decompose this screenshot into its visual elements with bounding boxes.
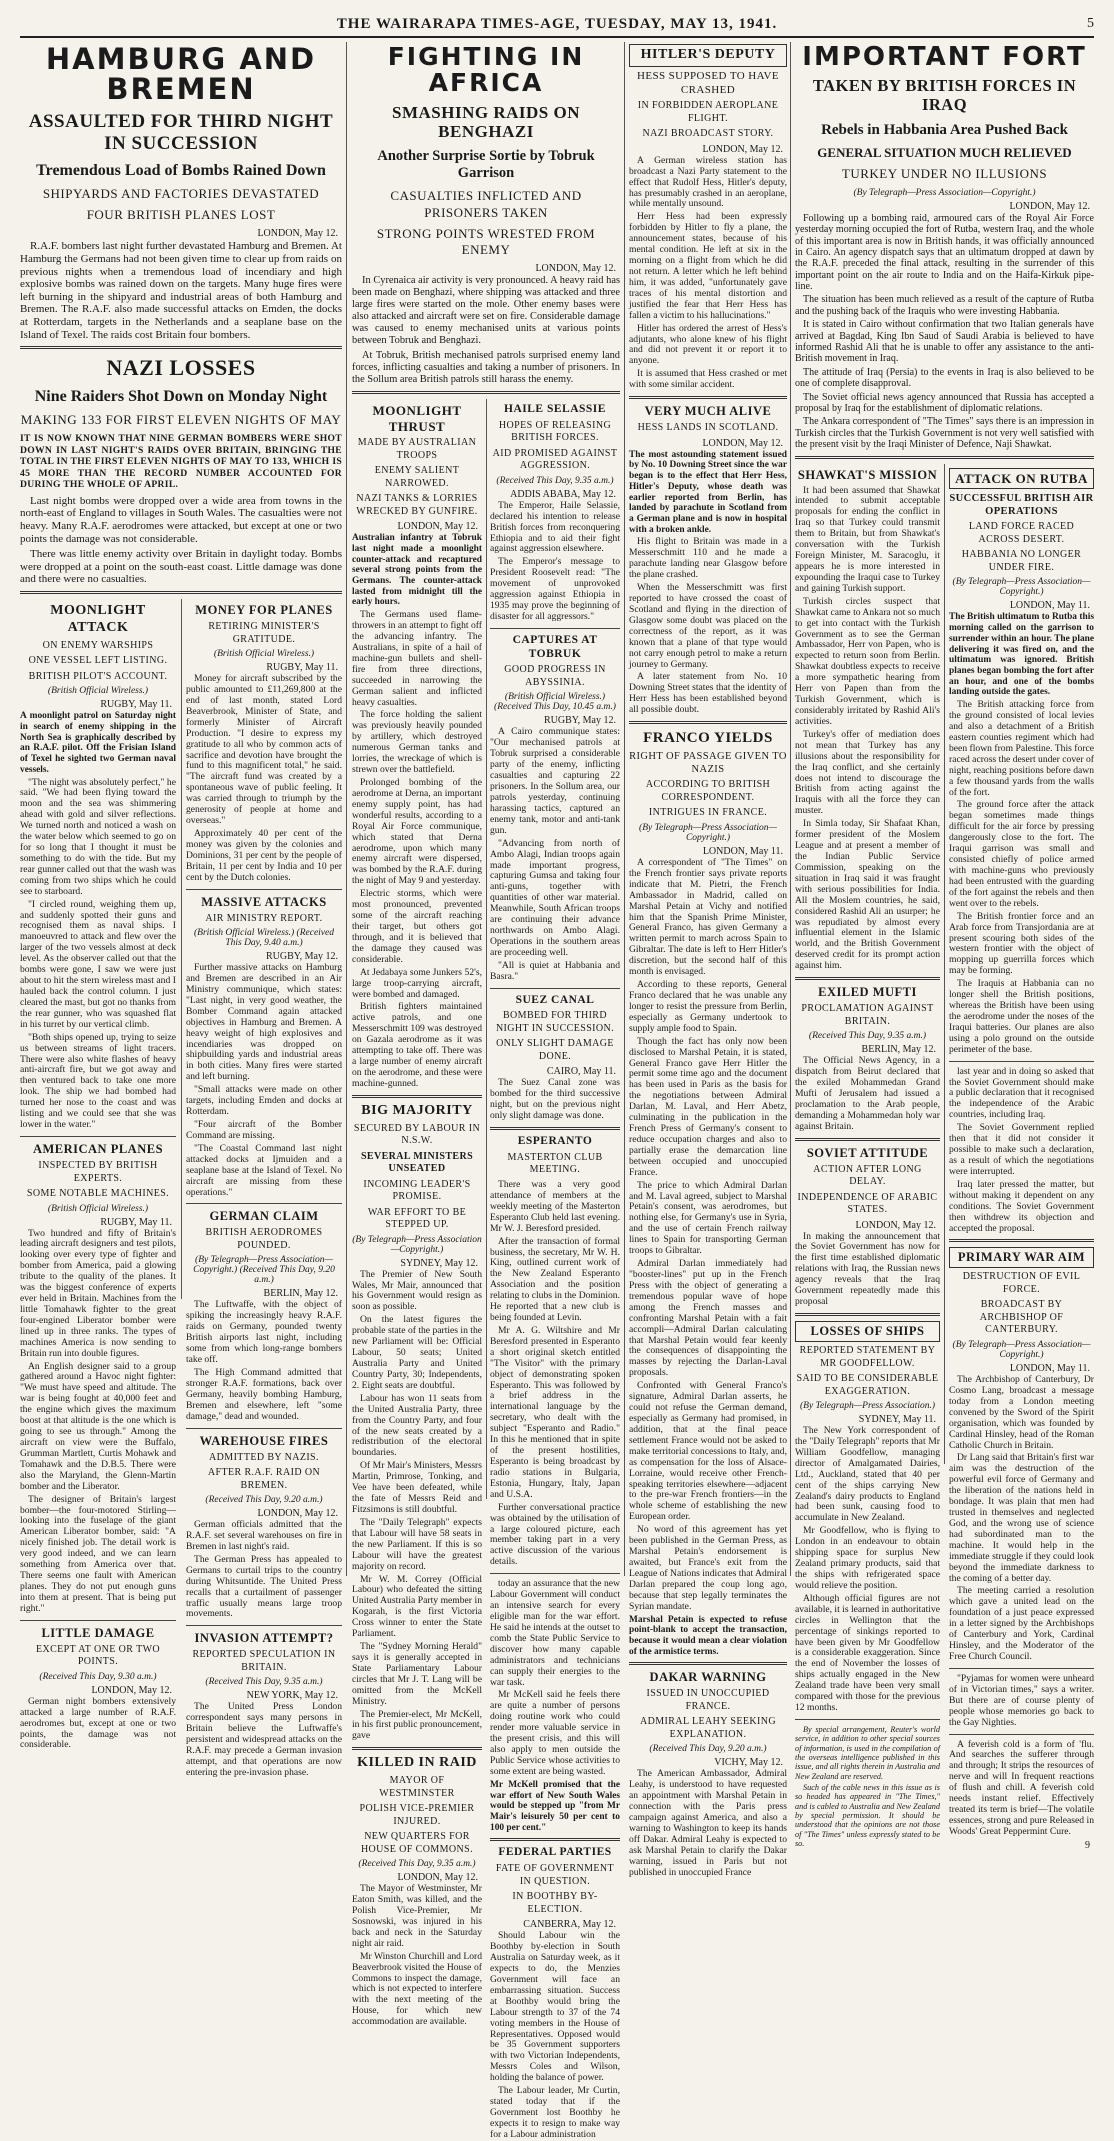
exiled-mufti-dateline: BERLIN, May 12. bbox=[861, 1044, 936, 1056]
hamburg-headline: HAMBURG AND BREMEN bbox=[45, 42, 317, 107]
franco-yields-deck2: ACCORDING TO BRITISH CORRESPONDENT. bbox=[645, 779, 771, 803]
iraq-subcolumns bbox=[795, 464, 1095, 1851]
exiled-mufti-credit: (Received This Day, 9.35 a.m.) bbox=[808, 1031, 927, 1042]
primary-war-aim-dateline: LONDON, May 11. bbox=[1009, 1362, 1090, 1374]
franco-yields-p5: Admiral Darlan immediately had "booster-lines" put up in the French Press with the object of generating a tremendous popular wave of hope among the French masses and confronting Marshal Petain with a fait accompli—Admiral Darlan calculating that Marshal Petain would fear keenly the consequences of disappointing the masses by rejecting the Darlan-Laval proposals. bbox=[629, 1258, 787, 1379]
esperanto-p6: Mr McKell said he feels there are quite a number of persons doing routine work who could render more valuable service in the present crisis, and this will also apply to men outside the Public Service whose activities to some extent are being wasted. bbox=[490, 1689, 620, 1777]
very-much-alive-lead: The most astounding statement issued by No. 10 Downing Street since the war began is to the effect that Herr Hess, Hitler's Deputy, whose death was earlier reported from Berlin, has landed by parachute in Scotland from a German plane and is now in hospital with a broken ankle. bbox=[629, 449, 787, 535]
attack-rutba-deck1: SUCCESSFUL BRITISH AIR OPERATIONS bbox=[949, 493, 1094, 518]
column-rule bbox=[486, 399, 487, 1499]
important-fort-p6: The Ankara correspondent of "The Times" says there is an impression in Turkish circles that the Turkish Government is not very well satisfied with the present visit by the Iraqi Minister of Defence, Naji Shawkat. bbox=[795, 416, 1094, 451]
federal-parties-deck2: IN BOOTHBY BY-ELECTION. bbox=[512, 1891, 598, 1915]
very-much-alive-p2: When the Messerschmitt was first reported to have crossed the coast of Scotland and flying in the direction of Glasgow some doubt was placed on the correctness of the report, as it was known that a plane of that type would not carry enough petrol to make a return journey to Germany. bbox=[629, 582, 787, 670]
moonlight-thrust-dateline: LONDON, May 12. bbox=[397, 521, 478, 533]
massive-attacks-credit: (British Official Wireless.) (Received This Day, 9.40 a.m.) bbox=[194, 928, 334, 949]
franco-yields-p4: The price to which Admiral Darlan and M. Laval agreed, subject to Marshal Petain's consent, was aerodromes, but nothing else, for Germany's use in Syria, and the use of certain French railway lines to Spain for transporting German troops to Gibraltar. bbox=[629, 1179, 787, 1257]
very-much-alive-deck1: HESS LANDS IN SCOTLAND. bbox=[637, 422, 779, 434]
invasion-attempt-credit: (Received This Day, 9.35 a.m.) bbox=[205, 1677, 323, 1688]
big-majority-p7: The "Sydney Morning Herald" says it is generally accepted in State Parliamentary Labour circles that Mr J. T. Lang will be omitted from the McKell Ministry. bbox=[352, 1641, 482, 1707]
divider bbox=[352, 391, 620, 394]
attack-rutba-lead: The British ultimatum to Rutba this morning called on the garrison to surrender within an hour. The plane delivering it was fired on, and the ultimatum was ignored. British planes began bombing the fort after an hour, and one of the bombs landing outside the gates. bbox=[949, 612, 1095, 698]
losses-ships-note2: Such of the cable news in this issue as is so headed has appeared in "The Times," and is cabled to Australia and New Zealand by special permission. It should be understood that the opinions are not those of "The Times" unless expressly stated to be so. bbox=[795, 1783, 940, 1849]
invasion-attempt-deck1: REPORTED SPECULATION IN BRITAIN. bbox=[192, 1649, 336, 1673]
dakar-warning-p1: The American Ambassador, Admiral Leahy, is understood to have requested an appointment with Marshal Petain in connection with the Paris press campaign against America, and also a warning to Washington to keep its hands off Dakar. Admiral Leahy is expected to ask Marshal Petain to clarify the Dakar warning, issued in Paris but not published in unoccupied France bbox=[629, 1768, 787, 1878]
franco-yields-credit: (By Telegraph—Press Association—Copyright.) bbox=[639, 822, 777, 843]
big-majority-p4: Of Mr Mair's Ministers, Messrs Martin, Primrose, Tonking, and Vee have been defeated, while the fate of Messrs Reid and Fitzsimons is still doubtful. bbox=[352, 1460, 482, 1515]
divider bbox=[490, 1127, 620, 1130]
killed-raid-headline: KILLED IN RAID bbox=[357, 1755, 477, 1771]
federal-parties-headline: FEDERAL PARTIES bbox=[498, 1846, 612, 1859]
killed-raid-credit: (Received This Day, 9.35 a.m.) bbox=[358, 1859, 476, 1870]
nazi-losses-lead: IT IS NOW KNOWN THAT NINE GERMAN BOMBERS WERE SHOT DOWN IN LAST NIGHT'S RAIDS OVER BRITAIN, BRINGING THE TOTAL IN THE FIRST ELEVEN NIGHTS OF MAY TO 133, WHICH IS 45 MORE THAN THE RECORD NUMBER ACCOUNTED FOR DURING THE WHOLE OF APRIL. bbox=[20, 433, 342, 491]
attack-rutba-deck2: LAND FORCE RACED ACROSS DESERT. bbox=[968, 521, 1075, 545]
subcolumn-left bbox=[795, 464, 940, 1849]
big-majority-dateline: SYDNEY, May 12. bbox=[400, 1257, 478, 1269]
masthead bbox=[20, 12, 1094, 38]
captures-tobruk-headline: CAPTURES AT TOBRUK bbox=[512, 633, 598, 660]
divider bbox=[795, 1719, 940, 1720]
big-majority-p6: Mr W. M. Correy (Official Labour) who defeated the sitting United Australia Party member in Kogarah, is the first Victoria Cross winner to enter the State Parliament. bbox=[352, 1573, 482, 1640]
attack-rutba-p5: last year and in doing so asked that the Soviet Government should make a public declaration that it recognised the independence of the Arabic countries, including Iraq. bbox=[949, 1065, 1094, 1121]
divider bbox=[20, 1136, 176, 1137]
american-planes-headline: AMERICAN PLANES bbox=[32, 1142, 164, 1156]
esperanto-p1: There was a very good attendance of members at the weekly meeting of the Masterton Esperanto Club held last evening. Mr W. J. Beresford presided. bbox=[490, 1178, 620, 1234]
divider bbox=[949, 1239, 1094, 1242]
divider bbox=[949, 1734, 1094, 1735]
divider bbox=[490, 628, 620, 629]
captures-tobruk-p3: "All is quiet at Habbania and Basra." bbox=[490, 959, 620, 982]
franco-yields-deck3: INTRIGUES IN FRANCE. bbox=[648, 807, 768, 819]
warehouse-fires-p2: The German Press has appealed to Germans to curtail trips to the country during Whitsuntide. The United Press recalls that a curtailment of passenger traffic usually means large troop movements. bbox=[186, 1553, 342, 1620]
hitlers-deputy-deck1: HESS SUPPOSED TO HAVE CRASHED bbox=[637, 69, 779, 96]
esperanto-p7: Mr McKell promised that the war effort of New South Wales would be stepped up "from Mr Mair's leisurely 50 per cent to 100 per cent." bbox=[490, 1779, 620, 1833]
massive-attacks-deck1: AIR MINISTRY REPORT. bbox=[205, 912, 323, 924]
attack-rutba-credit: (By Telegraph—Press Association—Copyright.) bbox=[952, 577, 1091, 598]
suez-canal-p1: The Suez Canal zone was bombed for the third successive night, but on the previous night only slight damage was done. bbox=[490, 1077, 620, 1122]
important-fort-deck2: Rebels in Habbania Area Pushed Back bbox=[821, 122, 1068, 139]
important-fort-p2: The situation has been much relieved as a result of the capture of Rutba and the pushing back of the Iraquis who were investing Habbania. bbox=[795, 294, 1094, 317]
column-iraq bbox=[795, 42, 1095, 1851]
moonlight-thrust-deck3: NAZI TANKS & LORRIES WRECKED BY GUNFIRE. bbox=[356, 493, 478, 517]
american-planes-p2: An English designer said to a group gathered around a Havoc night fighter: "We must have speed and altitude. The war is being fought at 40,000 feet and the engine which gives the maximum boost at that altitude is the one which is going to see us through." Among the aircraft on view were the Buffalo, Grumman Martlett, Curtis Mohawk and Tomahawk and the D.B.5. There were also the Maryland, the Glenn-Martin bomber and the Liberator. bbox=[20, 1360, 176, 1492]
massive-attacks-p2: "Small attacks were made on other targets, including Emden and docks at Rotterdam. bbox=[186, 1084, 342, 1118]
important-fort-credit: (By Telegraph—Press Association—Copyright.) bbox=[853, 187, 1036, 198]
franco-yields-p7: No word of this agreement has yet been published in the German Press, as Marshal Petain's endorsement is awaited, but France's exit from the League of Nations indicates that Admiral Darlan prepared the coup long ago, because that step legally terminates the Syrian mandate. bbox=[629, 1524, 787, 1612]
captures-tobruk-credit: (British Official Wireless.) (Received This Day, 10.45 a.m.) bbox=[494, 692, 616, 713]
moonlight-attack-lead: A moonlight patrol on Saturday night in search of enemy shipping in the North Sea is graphically described by an R.A.F. pilot. Off the Frisian Island of Texel he sighted two German naval vessels. bbox=[20, 711, 176, 775]
losses-ships-headline: LOSSES OF SHIPS bbox=[795, 1321, 940, 1342]
dakar-warning-credit: (Received This Day, 9.20 a.m.) bbox=[649, 1744, 767, 1755]
little-damage-deck1: EXCEPT AT ONE OR TWO POINTS. bbox=[35, 1643, 161, 1668]
federal-parties-p2: The Labour leader, Mr Curtin, stated today that if the Government lost Boothby he expects it to resign to make way for a Labour administration bbox=[490, 2085, 620, 2140]
money-for-planes-credit: (British Official Wireless.) bbox=[213, 649, 315, 660]
big-majority-p1: The Premier of New South Wales, Mr Mair, announced that his Government would resign as soon as possible. bbox=[352, 1268, 482, 1313]
attack-rutba-headline: ATTACK ON RUTBA bbox=[949, 468, 1094, 490]
primary-war-aim-p4: "Pyjamas for women were unheard of in Victorian times," says a writer. But there are of course plenty of people whose memories go back to the Gay Nighties. bbox=[949, 1672, 1094, 1728]
hitlers-deputy-p2: Herr Hess had been expressly forbidden by Hitler to fly a plane, the announcement states, because of his mental condition. He left at six in the morning on a flight from which he did not return. A letter which he left behind him, it was added, "unfortunately gave traces of his mental distortion and justified the fear that Herr Hess has fallen a victim to his hallucinations." bbox=[629, 211, 787, 321]
divider bbox=[629, 396, 787, 399]
dakar-warning-deck2: ADMIRAL LEAHY SEEKING EXPLANATION. bbox=[640, 1716, 776, 1740]
hamburg-deck3: SHIPYARDS AND FACTORIES DEVASTATED bbox=[42, 185, 320, 201]
divider bbox=[795, 977, 940, 980]
important-fort-p5: The Soviet official news agency announced that Russia has accepted a proposal by Iraq for the establishment of diplomatic relations. bbox=[795, 391, 1094, 414]
moonlight-thrust-headline: MOONLIGHT THRUST bbox=[372, 402, 462, 434]
german-claim-dateline: BERLIN, May 12. bbox=[263, 1288, 338, 1300]
soviet-attitude-deck2: INDEPENDENCE OF ARABIC STATES. bbox=[797, 1191, 938, 1216]
hitlers-deputy-p1: A German wireless station has broadcast a Nazi Party statement to the effect that Rudolf Hess, Hitler's deputy, has presumably crashed in an aeroplane, while mentally unsound. bbox=[629, 154, 787, 210]
attack-rutba-p6: The Soviet Government replied then that it did not consider it possible to make such a declaration, as a result of which the negotiations were interrupted. bbox=[949, 1122, 1094, 1177]
nazi-losses-deck1: Nine Raiders Shot Down on Monday Night bbox=[34, 387, 328, 405]
money-for-planes-p2: Approximately 40 per cent of the money was given by the colonies and Dominions, 31 per cent by the people of Britain, 11 per cent by India and 10 per cent by the Dutch colonies. bbox=[186, 828, 342, 883]
moonlight-attack-dateline: RUGBY, May 11. bbox=[100, 699, 172, 711]
esperanto-deck1: MASTERTON CLUB MEETING. bbox=[507, 1151, 603, 1176]
suez-canal-deck2: ONLY SLIGHT DAMAGE DONE. bbox=[496, 1038, 614, 1062]
exiled-mufti-headline: EXILED MUFTI bbox=[818, 985, 917, 1000]
attack-rutba-p3: The British frontier force and an Arab force from Transjordania are at present scouring both sides of the western frontier with the object of mopping up guerrilla forces which may be forming. bbox=[949, 910, 1094, 977]
subcolumn-right bbox=[490, 399, 620, 2140]
divider bbox=[490, 988, 620, 989]
column-rule bbox=[790, 42, 791, 1576]
primary-war-aim-p1: The Archbishop of Canterbury, Dr Cosmo Lang, broadcast a message today from a London meeting convened by the Sword of the Spirit organisation, which was founded by Cardinal Hinsley, head of the Roman Catholic Church in Britain. bbox=[949, 1373, 1094, 1451]
little-damage-credit: (Received This Day, 9.30 a.m.) bbox=[39, 1671, 157, 1682]
shawkats-mission-p2: Turkish circles suspect that Shawkat came to Ankara not so much to get into contact with the Turkish Government as to see the German Ambassador, Herr von Papen, who is expected to return soon from Berlin. Shawkat doubtless expects to receive a more sympathetic hearing from Herr von Papen than from the Turkish Government, which is considerably irritated by Rashid Ali's activities. bbox=[795, 595, 940, 727]
africa-dateline: LONDON, May 12. bbox=[535, 263, 616, 275]
shawkats-mission-headline: SHAWKAT'S MISSION bbox=[797, 467, 938, 482]
hamburg-deck4: FOUR BRITISH PLANES LOST bbox=[86, 207, 276, 222]
subcolumn-right bbox=[186, 599, 342, 1778]
esperanto-headline: ESPERANTO bbox=[517, 1135, 593, 1148]
franco-yields-p1: A correspondent of "The Times" on the French frontier says private reports indicate that M. Pietri, the French Ambassador in Madrid, called on Marshal Petain at Vichy and notified him that the Spanish Prime Minister, General Franco, has given Germany a written permit to march across Spain to Gibraltar. The date is left to Herr Hitler's discretion, but the second half of this month is envisaged. bbox=[629, 856, 787, 978]
suez-canal-deck1: BOMBED FOR THIRD NIGHT IN SUCCESSION. bbox=[495, 1010, 615, 1034]
divider bbox=[949, 1668, 1094, 1669]
killed-raid-p1: The Mayor of Westminster, Mr Eaton Smith, was killed, and the Polish Vice-Premier, Mr Sosnowski, was injured in his back and neck in the Saturday night air raid. bbox=[352, 1883, 482, 1949]
massive-attacks-p4: "The Coastal Command last night attacked docks at Ijmuiden and a seaplane base at the Island of Texel. No aircraft are missing from these operations." bbox=[186, 1142, 342, 1198]
losses-ships-credit: (By Telegraph—Press Association.) bbox=[799, 1401, 936, 1412]
hitlers-deputy-deck2: IN FORBIDDEN AEROPLANE FLIGHT. bbox=[637, 100, 779, 124]
soviet-attitude-deck1: ACTION AFTER LONG DELAY. bbox=[813, 1163, 922, 1188]
africa-headline: FIGHTING IN AFRICA bbox=[387, 42, 585, 98]
dakar-warning-deck1: ISSUED IN UNOCCUPIED FRANCE. bbox=[646, 1688, 770, 1712]
dakar-warning-dateline: VICHY, May 12. bbox=[714, 1757, 783, 1769]
primary-war-aim-credit: (By Telegraph—Press Association—Copyright.) bbox=[952, 1339, 1091, 1360]
massive-attacks-p3: "Four aircraft of the Bomber Command are missing. bbox=[186, 1119, 342, 1141]
moonlight-thrust-p5: At Jedabaya some Junkers 52's, large troop-carrying aircraft, were bombed and damaged. bbox=[352, 966, 482, 1000]
moonlight-thrust-deck1: MADE BY AUSTRALIAN TROOPS bbox=[357, 437, 477, 461]
divider bbox=[490, 1573, 620, 1574]
losses-ships-p1: The New York correspondent of the "Daily Telegraph" reports that Mr William Goodfellow, managing director of Amalgamated Dairies, Ltd., Auckland, stated that 40 per cent of the ships carrying New Zealand's dairy products to England had been sunk, causing food to accumulate in New Zealand. bbox=[795, 1425, 940, 1524]
american-planes-p3: The designer of Britain's largest bomber—the four-motored Stirling—looking into the fuselage of the giant American Liberator bomber, said: "A nicely finished job. The detail work is very good indeed, and we can learn something from America over that. There seems one fault with American planes. They do not put enough guns into them at present. That is being put right." bbox=[20, 1493, 176, 1614]
hitlers-deputy-deck3: NAZI BROADCAST STORY. bbox=[642, 128, 774, 140]
subcolumn-left bbox=[20, 599, 176, 1751]
moonlight-attack-p3: "Both ships opened up, trying to seize us between streams of light tracers. There were also white flashes of heavy anti-aircraft fire, but we got away and then ventured back to take one more look. The ship we had bombed had turned her nose to the coast and was listing and we could see that she was lower in the water." bbox=[20, 1031, 176, 1131]
german-claim-p1: The Luftwaffe, with the object of spiking the increasingly heavy R.A.F. raids on Germany, pounded twenty British airports last night, including some from which long-range bombers take off. bbox=[186, 1299, 342, 1366]
page-number: 5 bbox=[1087, 16, 1094, 31]
big-majority-p8: The Premier-elect, Mr McKell, in his first public pronouncement, gave bbox=[352, 1708, 482, 1742]
captures-tobruk-deck1: GOOD PROGRESS IN ABYSSINIA. bbox=[504, 664, 606, 688]
federal-parties-dateline: CANBERRA, May 12. bbox=[523, 1919, 616, 1931]
haile-selassie-headline: HAILE SELASSIE bbox=[504, 402, 606, 415]
hamburg-deck2: Tremendous Load of Bombs Rained Down bbox=[36, 161, 326, 179]
little-damage-headline: LITTLE DAMAGE bbox=[41, 1625, 155, 1640]
moonlight-attack-deck2: ONE VESSEL LEFT LISTING. bbox=[28, 655, 168, 667]
primary-war-aim-p2: Dr Lang said that Britain's first war aim was the destruction of the powerful evil force of Germany and the liberation of the nations held in bondage. It was plain that men had trusted in themselves and neglected God, and the wrong use of science had subordinated man to the machine. It would help in the immediate struggle if they could look beyond the immediate darkness to the coming of a better day. bbox=[949, 1452, 1094, 1584]
killed-raid-deck1: MAYOR OF WESTMINSTER bbox=[379, 1775, 455, 1799]
haile-selassie-dateline: ADDIS ABABA, May 12. bbox=[510, 488, 616, 500]
exiled-mufti-p1: The Official News Agency, in a dispatch from Beirut declared that the exiled Mohammedan Grand Mufti of Jerusalem had issued a proclamation to the Arab people, demanding a Mohammedan holy war against Britain. bbox=[795, 1055, 940, 1132]
attack-rutba-p7: Iraq later pressed the matter, but without making it dependent on any conditions. The Soviet Government then withdrew its objection and accepted the proposal. bbox=[949, 1178, 1094, 1234]
nazi-losses-p1: Last night bombs were dropped over a wide area from towns in the north-east of England to villages in South Wales. The casualties were not heavy. Many R.A.F. aerodromes were attacked, but except at one or two points the damage was not considerable. bbox=[20, 494, 342, 545]
important-fort-deck3: GENERAL SITUATION MUCH RELIEVED bbox=[817, 145, 1072, 161]
hitlers-deputy-p3: Hitler has ordered the arrest of Hess's adjutants, who alone knew of his flight and did not prevent it or report it to anyone. bbox=[629, 322, 787, 367]
subcolumn-left bbox=[352, 399, 483, 2028]
american-planes-credit: (British Official Wireless.) bbox=[47, 1203, 149, 1214]
warehouse-fires-headline: WAREHOUSE FIRES bbox=[199, 1433, 329, 1448]
massive-attacks-p1: Further massive attacks on Hamburg and Bremen are described in an Air Ministry communique, which states: "Last night, in very good weather, the Bomber Command again attacked objectives in Hamburg and Bremen. A heavy weight of high explosives and incendiaries was dropped on shipbuilding yards and industrial areas in both cities. Many fires were started and left burning. bbox=[186, 962, 342, 1083]
very-much-alive-dateline: LONDON, May 12. bbox=[702, 437, 783, 449]
big-majority-deck3: INCOMING LEADER'S PROMISE. bbox=[363, 1178, 471, 1203]
divider bbox=[186, 1625, 342, 1626]
big-majority-deck1: SECURED BY LABOUR IN N.S.W. bbox=[353, 1122, 481, 1147]
shawkats-mission-p3: Turkey's offer of mediation does not mean that Turkey has any illusions about the responsibility for the Iraq conflict, and she certainly does not intend to discourage the British from acting against the Iraquis with all the force they can muster. bbox=[795, 728, 940, 817]
losses-ships-deck1: REPORTED STATEMENT BY MR GOODFELLOW. bbox=[799, 1345, 936, 1369]
warehouse-fires-deck2: AFTER R.A.F. RAID ON BREMEN. bbox=[207, 1467, 321, 1491]
divider bbox=[186, 889, 342, 890]
attack-rutba-p4: The Iraquis at Habbania can no longer shell the British positions, whereas the British have been using the aerodrome under the noses of the Iraqui batteries. Our planes are also using a polo ground on the outside perimeter of the base. bbox=[949, 978, 1094, 1055]
esperanto-p5: today an assurance that the new Labour Government will conduct an intensive search for every eligible man for the war effort. He said he intends at the outset to comb the State Public Service to discover how many capable administrators and technicians can supply their energies to the war task. bbox=[490, 1578, 620, 1688]
haile-selassie-credit: (Received This Day, 9.35 a.m.) bbox=[496, 475, 614, 486]
column-rule bbox=[181, 599, 182, 1299]
divider bbox=[20, 1620, 176, 1621]
important-fort-p3: It is stated in Cairo without confirmation that two Italian generals have arrived at Bagdad, King Ibn Saud of Saudi Arabia is believed to have informed Rashid Ali that he is unable to offer any assistance to the anti-British movement in Iraq. bbox=[795, 319, 1094, 365]
divider bbox=[20, 346, 342, 349]
losses-ships-p3: Although official figures are not available, it is learned in authoritative circles in Wellington that the percentage of sinkings reported to have been given by Mr Goodfellow is a considerable exaggeration. Since the end of November the losses of ships actually engaged in the New Zealand trade have been very small compared with those for the previous 12 months. bbox=[795, 1592, 940, 1714]
invasion-attempt-headline: INVASION ATTEMPT? bbox=[194, 1631, 334, 1646]
money-for-planes-p1: Money for aircraft subscribed by the public amounted to £11,269,800 at the end of last month, stated Lord Beaverbrook, Minister of State, and formerly Minister of Aircraft Production. "I desire to express my gratitude to all who by common acts of sacrifice and devotion have brought the fund to this magnificent total," he said. "The aircraft fund was created by a spontaneous wave of public feeling. It was carried through to triumph by the generosity of people at home and overseas." bbox=[186, 673, 342, 827]
big-majority-deck2: SEVERAL MINISTERS UNSEATED bbox=[360, 1150, 474, 1175]
nazi-losses-headline: NAZI LOSSES bbox=[106, 355, 256, 381]
column-rule bbox=[944, 464, 945, 1464]
divider bbox=[20, 591, 342, 594]
very-much-alive-p1: His flight to Britain was made in a Messerschmitt 110 and he made a parachute landing near Glasgow before the plane crashed. bbox=[629, 536, 787, 581]
captures-tobruk-p2: "Advancing from north of Ambo Alagi, Indian troops again made important progress, capturing Gumsa and taking four anti-guns, together with quantities of other war material. Meanwhile, South African troops are continuing their advance northwards on Ambo Alagi. Operations in the southern areas are proceeding well. bbox=[490, 837, 620, 958]
moonlight-thrust-p6: British fighters maintained active patrols, and one Messerschmitt 109 was destroyed on Gazala aerodrome as it was attempting to take off. There was a large number of enemy aircraft on the aerodrome, and these were machine-gunned. bbox=[352, 1001, 482, 1089]
franco-yields-headline: FRANCO YIELDS bbox=[643, 730, 773, 747]
africa-deck3: CASUALTIES INFLICTED AND PRISONERS TAKEN bbox=[390, 188, 582, 220]
soviet-attitude-p1: In making the announcement that the Soviet Government has now for the first time established diplomatic relations with Iraq, the Russian news agency reveals that the Iraq Government repeatedly made this proposal bbox=[795, 1230, 940, 1308]
moonlight-thrust-deck2: ENEMY SALIENT NARROWED. bbox=[374, 465, 460, 489]
attack-rutba-deck3: HABBANIA NO LONGER UNDER FIRE. bbox=[961, 549, 1082, 573]
big-majority-p3: Labour has won 11 seats from the United Australia Party, three from the Country Party, and four of the new seats created by a redistribution of the electoral boundaries. bbox=[352, 1392, 482, 1459]
important-fort-p4: The attitude of Iraq (Persia) to the events in Iraq is also believed to be one of complete disapproval. bbox=[795, 366, 1094, 390]
german-claim-deck1: BRITISH AERODROMES POUNDED. bbox=[205, 1227, 323, 1251]
shawkats-mission-p4: In Simla today, Sir Shafaat Khan, former president of the Moslem League and at present a member of the Indian Public Service Commission, speaking on the situation in Iraq said it was fraught with serious possibilities for India. All the Moslem countries, he said, considered Rashid Ali an usurper; he was repudiated by almost every influential element in the Islamic world, and the British Government deserved credit for its prompt action against him. bbox=[795, 818, 940, 972]
losses-ships-p2: Mr Goodfellow, who is flying to London in an endeavour to obtain shipping space for surplus New Zealand primary products, said that the ships with refrigerated space would relieve the position. bbox=[795, 1525, 940, 1591]
federal-parties-p1: Should Labour win the Boothby by-election in South Australia on Saturday week, as it expects to do, the Menzies Government will face an embarrassing situation. Success at Boothby would bring the Labour strength to 37 of the 74 voting members in the House of Representatives. Opposed would be 35 Government supporters with two Victorian Independents, Messrs Coles and Wilson, holding the balance of power. bbox=[490, 1930, 620, 2084]
warehouse-fires-credit: (Received This Day, 9.20 a.m.) bbox=[205, 1495, 323, 1506]
divider bbox=[795, 1313, 940, 1316]
american-planes-p1: Two hundred and fifty of Britain's leading aircraft designers and test pilots, looking over every type of fighter and bomber from America, paid a glowing tribute to the quality of the planes. It was the biggest conference of experts ever held in Britain. Machines from the little Tomahawk fighter to the great four-engined Liberator bomber were lined up in three ranks. The types of machines America is now sending to Britain run into double figures. bbox=[20, 1227, 176, 1359]
hamburg-dateline: LONDON, May 12. bbox=[257, 228, 338, 240]
killed-raid-deck2: POLISH VICE-PREMIER INJURED. bbox=[359, 1803, 475, 1827]
losses-ships-deck2: SAID TO BE CONSIDERABLE EXAGGERATION. bbox=[796, 1373, 939, 1397]
column-rule bbox=[346, 42, 347, 1576]
hamburg-deck1: ASSAULTED FOR THIRD NIGHT IN SUCCESSION bbox=[28, 110, 334, 154]
franco-yields-p3: Though the fact has only now been disclosed to Marshal Petain, it is stated, General Franco gave Herr Hitler the permit some time ago and the document has been used in Paris as the basis for the negotiations between Admiral Darlan, M. Laval, and Herr Abetz, culminating in the publication in the French Press of Germany's consent to reduce occupation charges and also to partially erase the demarcation line between occupied and unoccupied France. bbox=[629, 1035, 787, 1178]
primary-war-aim-p3: The meeting carried a resolution which gave a united lead on the foundation of a just peace expressed in a letter signed by the Archbishops of Canterbury and York, Cardinal Hinsley, and the Moderator of the Free Church Council. bbox=[949, 1585, 1094, 1663]
important-fort-deck4: TURKEY UNDER NO ILLUSIONS bbox=[841, 166, 1048, 182]
moonlight-thrust-lead: Australian infantry at Tobruk last night made a moonlight counter-attack and recaptured several strong points from the Germans. The counter-attack lasted from midnight till the early hours. bbox=[352, 533, 482, 608]
dakar-warning-headline: DAKAR WARNING bbox=[649, 1670, 767, 1685]
moonlight-attack-credit: (British Official Wireless.) bbox=[47, 686, 149, 697]
big-majority-credit: (By Telegraph—Press Association—Copyright.) bbox=[352, 1234, 482, 1255]
massive-attacks-dateline: RUGBY, May 12. bbox=[265, 951, 338, 963]
moonlight-attack-deck1: ON ENEMY WARSHIPS bbox=[42, 639, 154, 651]
divider bbox=[186, 1428, 342, 1429]
losses-ships-dateline: SYDNEY, May 11. bbox=[858, 1414, 936, 1426]
franco-yields-p2: According to these reports, General Franco declared that he was unable any longer to resist the pressure from Berlin, especially as Germany undertook to supply ample food to Spain. bbox=[629, 979, 787, 1034]
hitlers-deputy-headline: HITLER'S DEPUTY bbox=[629, 44, 787, 67]
german-claim-p2: The High Command admitted that stronger R.A.F. formations, back over Germany, heavily bombing Hamburg, Bremen and elsewhere, left "some damage," dead and wounded. bbox=[186, 1367, 342, 1422]
money-for-planes-dateline: RUGBY, May 11. bbox=[266, 662, 338, 674]
africa-deck4: STRONG POINTS WRESTED FROM ENEMY bbox=[376, 225, 596, 258]
column-hess bbox=[629, 42, 787, 1878]
suez-canal-headline: SUEZ CANAL bbox=[515, 993, 595, 1006]
american-planes-dateline: RUGBY, May 11. bbox=[100, 1216, 172, 1228]
moonlight-thrust-p4: Electric storms, which were most pronounced, prevented some of the aircraft reaching their target, but others got through, and it is believed that the damage they caused was considerable. bbox=[352, 888, 482, 965]
franco-yields-dateline: LONDON, May 11. bbox=[702, 845, 783, 857]
africa-subcolumns bbox=[352, 399, 620, 2140]
divider bbox=[629, 721, 787, 724]
africa-p2: At Tobruk, British mechanised patrols surprised enemy land forces, inflicting casualties and taking a number of prisoners. In the Sollum area British patrols still harass the enemy. bbox=[352, 350, 620, 385]
captures-tobruk-p1: A Cairo communique states: "Our mechanised patrols at Tobruk surprised a considerable party of the enemy, inflicting casualties and capturing 22 prisoners. In the Sollum area, our patrols yesterday, continuing harassing tactics, captured an enemy tank, motor and anti-tank gun. bbox=[490, 726, 620, 836]
divider bbox=[186, 1203, 342, 1204]
attack-rutba-dateline: LONDON, May 11. bbox=[1009, 600, 1090, 612]
moonlight-thrust-p2: The force holding the salient was previously heavily pounded by artillery, which destroyed numerous German tanks and lorries, the wreckage of which is strewn over the battlefield. bbox=[352, 709, 482, 776]
primary-war-aim-headline: PRIMARY WAR AIM bbox=[949, 1247, 1094, 1268]
massive-attacks-headline: MASSIVE ATTACKS bbox=[201, 894, 327, 909]
primary-war-aim-p5: A feverish cold is a form of 'flu. And searches the sufferer through and through; It strips the resources of nerve and will In frequent reactions of flush and chill. A feverish cold needs instant relief. Effectively treated its term is brief—The volatile essences, strong and pure Released in Woods' Great Peppermint Cure. bbox=[949, 1738, 1094, 1837]
primary-war-aim-deck1: DESTRUCTION OF EVIL FORCE. bbox=[962, 1271, 1081, 1295]
killed-raid-p2: Mr Winston Churchill and Lord Beaverbrook visited the House of Commons to inspect the damage, which is not expected to interfere with the next meeting of the House, for which new accommodation are available. bbox=[352, 1950, 483, 2028]
big-majority-p2: On the latest figures the probable state of the parties in the new Parliament will be: Official Labour, 50 seats; United Australia Party and United Country Party, 30; Independents, 2. Eight seats are doubtful. bbox=[352, 1314, 483, 1391]
important-fort-deck1: TAKEN BY BRITISH FORCES IN IRAQ bbox=[812, 76, 1077, 115]
franco-yields-deck1: RIGHT OF PASSAGE GIVEN TO NAZIS bbox=[629, 751, 787, 776]
advert-number: 9 bbox=[1085, 1839, 1090, 1851]
warehouse-fires-p1: German officials admitted that the R.A.F. set several warehouses on fire in Bremen in last night's raid. bbox=[186, 1519, 342, 1552]
moonlight-attack-headline: MOONLIGHT ATTACK bbox=[50, 603, 146, 635]
subcolumn-right bbox=[949, 464, 1095, 1851]
money-for-planes-deck1: RETIRING MINISTER'S GRATITUDE. bbox=[208, 621, 320, 645]
captures-tobruk-dateline: RUGBY, May 12. bbox=[543, 715, 616, 727]
nazi-losses-p2: There was little enemy activity over Britain in daylight today. Bombs were dropped at a point on the south-east coast. Little damage was done and there were no casualties. bbox=[20, 548, 342, 586]
invasion-attempt-p1: The United Press London correspondent says many persons in Britain believe the Luftwaffe's persistent and widespread attacks on the R.A.F. may precede a German invasion attempt, and that operations are now entering the pre-invasion phase. bbox=[186, 1701, 342, 1778]
american-planes-deck1: INSPECTED BY BRITISH EXPERTS. bbox=[38, 1160, 158, 1184]
attack-rutba-p1: The British attacking force from the ground consisted of local levies and also a detachment of a British eastern counties regiment which had been flown from Palestine. This force raced across the desert under cover of night, reaching positions before dawn a few thousand yards from the walls of the fort. bbox=[949, 699, 1094, 798]
important-fort-headline: IMPORTANT FORT bbox=[802, 42, 1087, 72]
divider bbox=[352, 1747, 482, 1750]
hitlers-deputy-p4: It is assumed that Hess crashed or met with some similar accident. bbox=[629, 368, 787, 391]
nazi-losses-deck2: MAKING 133 FOR FIRST ELEVEN NIGHTS OF MAY bbox=[20, 411, 342, 427]
very-much-alive-headline: VERY MUCH ALIVE bbox=[644, 404, 772, 419]
big-majority-p5: The "Daily Telegraph" expects that Labour will have 58 seats in the new Parliament. If this is so Labour will have the greatest majority on record. bbox=[352, 1516, 482, 1572]
little-damage-p1: German night bombers extensively attacked a large number of R.A.F. aerodromes but, except at one or two points, the damage was not considerable. bbox=[20, 1695, 176, 1751]
important-fort-p1: Following up a bombing raid, armoured cars of the Royal Air Force yesterday morning occupied the fort of Rutba, western Iraq, and the whole of this important area is now in British hands, it was officially announced in Cairo. An agency dispatch says that an ultimatum dropped at dawn by the R.A.F. preceded the final attack, resulting in the surrender of this important point on the air route to India and on the Haifa-Kirkuk pipe-line. bbox=[795, 212, 1094, 293]
divider bbox=[490, 1838, 620, 1841]
soviet-attitude-dateline: LONDON, May 12. bbox=[855, 1219, 936, 1231]
divider bbox=[352, 1095, 482, 1098]
moonlight-attack-p1: "The night was absolutely perfect," he said. "We had been flying toward the moon and the sea was shimmering ahead with gold and silver reflections. We turned north and noticed a wash on the water below which seemed to go on for so long that I thought it must be something to do with the tide. But my rear gunner called out that the wash was coming from two ships which he could see to starboard. bbox=[20, 776, 176, 897]
warehouse-fires-deck1: ADMITTED BY NAZIS. bbox=[209, 1451, 319, 1463]
hamburg-subcolumns bbox=[20, 599, 342, 1778]
haile-selassie-deck1: HOPES OF RELEASING BRITISH FORCES. bbox=[498, 419, 612, 444]
hitlers-deputy-dateline: LONDON, May 12. bbox=[702, 143, 783, 155]
very-much-alive-p3: A later statement from No. 10 Downing Street states that the identity of Herr Hess has been established beyond all possible doubt. bbox=[629, 671, 787, 716]
masthead-title: THE WAIRARAPA TIMES-AGE, TUESDAY, MAY 13, 1941. bbox=[336, 15, 778, 32]
little-damage-dateline: LONDON, May 12. bbox=[91, 1684, 172, 1696]
big-majority-deck4: WAR EFFORT TO BE STEPPED UP. bbox=[367, 1206, 467, 1231]
american-planes-deck2: SOME NOTABLE MACHINES. bbox=[26, 1188, 170, 1199]
shawkats-mission-p1: It had been assumed that Shawkat intended to submit acceptable proposals for ending the conflict in Iraq so that Turkey could transmit them to Britain, but from Shawkat's conversation with the Turkish Foreign Minister, M. Saracoglu, it appears he is more interested in expounding the Iraqui case to Turkey and gaining Turkish support. bbox=[795, 484, 940, 594]
moonlight-thrust-p1: The Germans used flame-throwers in an attempt to fight off the advancing infantry. The Australians, in spite of a hail of machine-gun bullets and shell-fire from three directions, succeeded in narrowing the German salient and inflicted heavy casualties. bbox=[352, 609, 482, 708]
hamburg-text: R.A.F. bombers last night further devastated Hamburg and Bremen. At Hamburg the Germans had not been given time to clear up from raids on previous nights when a tremendous load of incendiary and high explosive bombs was rained down on the targets. Many huge fires were left burning in the shipyard and industrial areas of both Hamburg and Bremen. The R.A.F. also made successful attacks on Emden, the docks at Rotterdam, targets in the Netherlands and a seaplane base on the Island of Texel. The raids cost Britain four bombers. bbox=[20, 240, 342, 341]
haile-selassie-p2: The Emperor's message to President Roosevelt read: "The movement of unprovoked aggression against Ethiopia in 1935 may prove the beginning of disaster for all aggressors." bbox=[490, 556, 620, 622]
money-for-planes-headline: MONEY FOR PLANES bbox=[195, 603, 333, 618]
moonlight-thrust-p3: Prolonged bombing of the aerodrome at Derna, an important enemy supply point, has had wonderful results, according to a Royal Air Force communique, which stated that Derna aerodrome, upon which many enemy aircraft were dispersed, was bombed by the R.A.F. during the night of May 9 and yesterday. bbox=[352, 777, 482, 887]
franco-yields-p6: Confronted with General Franco's signature, Admiral Darlan asserts, he could not refuse the German demand, especially as Germany had promised, in addition, that at the final peace settlement France would not be asked to make territorial concessions to Italy, and, as compensation for the loss of Alsace-Lorraine, would receive other French-speaking territories elsewhere—adjacent to the pre-war French frontiers—in the whole scheme of establishing the new European order. bbox=[629, 1380, 787, 1523]
africa-deck1: SMASHING RAIDS ON BENGHAZI bbox=[392, 102, 580, 142]
federal-parties-deck1: FATE OF GOVERNMENT IN QUESTION. bbox=[495, 1863, 615, 1887]
africa-p1: In Cyrenaica air activity is very pronounced. A heavy raid has been made on Benghazi, where shipping was attacked and three large fires were started on the mole. Other enemy bases were also attacked and aircraft were set on fire. Considerable damage was caused to enemy mechanised units at various points between Tobruk and Benghazi. bbox=[352, 275, 620, 347]
esperanto-p3: Mr A. G. Wiltshire and Mr Beresford presented in Esperanto a short original sketch entitled "The Visitor" with the primary object of demonstrating spoken Esperanto. This was followed by a brief address in the international language by the secretary, who dealt with the subject "Esperanto and Radio." In this he mentioned that in spite of the present hostilities, Esperanto is being broadcast by radio stations in Bulgaria, Estonia, Hungary, Italy, Japan and U.S.A. bbox=[490, 1324, 620, 1500]
esperanto-p2: After the transaction of formal business, the secretary, Mr W. H. King, outlined current work of the New Zealand Esperanto Association and the position relating to clubs in the Dominion. He reported that a new club is being founded at Levin. bbox=[490, 1235, 620, 1324]
divider bbox=[795, 1138, 940, 1141]
moonlight-attack-deck3: BRITISH PILOT'S ACCOUNT. bbox=[28, 670, 168, 682]
killed-raid-deck3: NEW QUARTERS FOR HOUSE OF COMMONS. bbox=[360, 1831, 474, 1855]
killed-raid-dateline: LONDON, May 12. bbox=[397, 1872, 478, 1884]
column-rule bbox=[624, 42, 625, 1576]
column-africa bbox=[352, 42, 620, 2140]
exiled-mufti-deck1: PROCLAMATION AGAINST BRITAIN. bbox=[801, 1003, 934, 1027]
column-hamburg bbox=[20, 42, 342, 1778]
important-fort-dateline: LONDON, May 12. bbox=[1009, 200, 1090, 212]
german-claim-headline: GERMAN CLAIM bbox=[209, 1209, 319, 1224]
divider bbox=[629, 1662, 787, 1665]
warehouse-fires-dateline: LONDON, May 12. bbox=[257, 1508, 338, 1520]
haile-selassie-p1: The Emperor, Haile Selassie, declared his intention to release British forces from reconquering Ethiopia and to aid their fight against aggression elsewhere. bbox=[490, 499, 620, 555]
german-claim-credit: (By Telegraph—Press Association—Copyright.) (Received This Day, 9.20 a.m.) bbox=[193, 1255, 335, 1286]
suez-canal-dateline: CAIRO, May 11. bbox=[546, 1066, 616, 1078]
africa-deck2: Another Surprise Sortie by Tobruk Garrison bbox=[377, 147, 595, 181]
big-majority-headline: BIG MAJORITY bbox=[361, 1102, 473, 1118]
divider bbox=[949, 1061, 1094, 1062]
primary-war-aim-deck2: BROADCAST BY ARCHBISHOP OF CANTERBURY. bbox=[979, 1299, 1064, 1336]
haile-selassie-deck2: AID PROMISED AGAINST AGGRESSION. bbox=[492, 447, 618, 472]
esperanto-p4: Further conversational practice was obtained by the utilisation of a large coloured picture, each member taking part in a very active discussion of the various details. bbox=[490, 1501, 620, 1568]
invasion-attempt-dateline: NEW YORK, May 12. bbox=[246, 1690, 338, 1702]
attack-rutba-p2: The ground force after the attack began sometimes made things difficult for the air force by pressing dangerously close to the fort. The Iraqui garrison was small and consisted chiefly of police armed with machine-guns who previously had been entrusted with the guarding of the fort against the rebels and then went over to the rebels. bbox=[949, 799, 1094, 909]
losses-ships-note1: By special arrangement, Reuter's world service, in addition to other special sources of information, is used in the compilation of the overseas intelligence published in this issue, and all rights therein in Australia and New Zealand are reserved. bbox=[795, 1724, 940, 1781]
moonlight-attack-p2: "I circled round, weighing them up, and suddenly spotted their guns and recognised them as naval ships. I manoeuvred to attack and flew over the larger of the two vessels almost at deck level. As the observer called out that the bombs were gone, I saw we were just about to hit the stern wireless mast and I hauled back the control column. I just cleared the mast, but got no thanks from the rear gunner, who was squashed flat in his turret by our vertical climb. bbox=[20, 898, 176, 1030]
franco-yields-p8: Marshal Petain is expected to refuse point-blank to accept the transaction, because it would mean a clear violation of the armistice terms. bbox=[629, 1614, 787, 1657]
divider bbox=[795, 456, 1094, 459]
soviet-attitude-headline: SOVIET ATTITUDE bbox=[806, 1145, 929, 1160]
